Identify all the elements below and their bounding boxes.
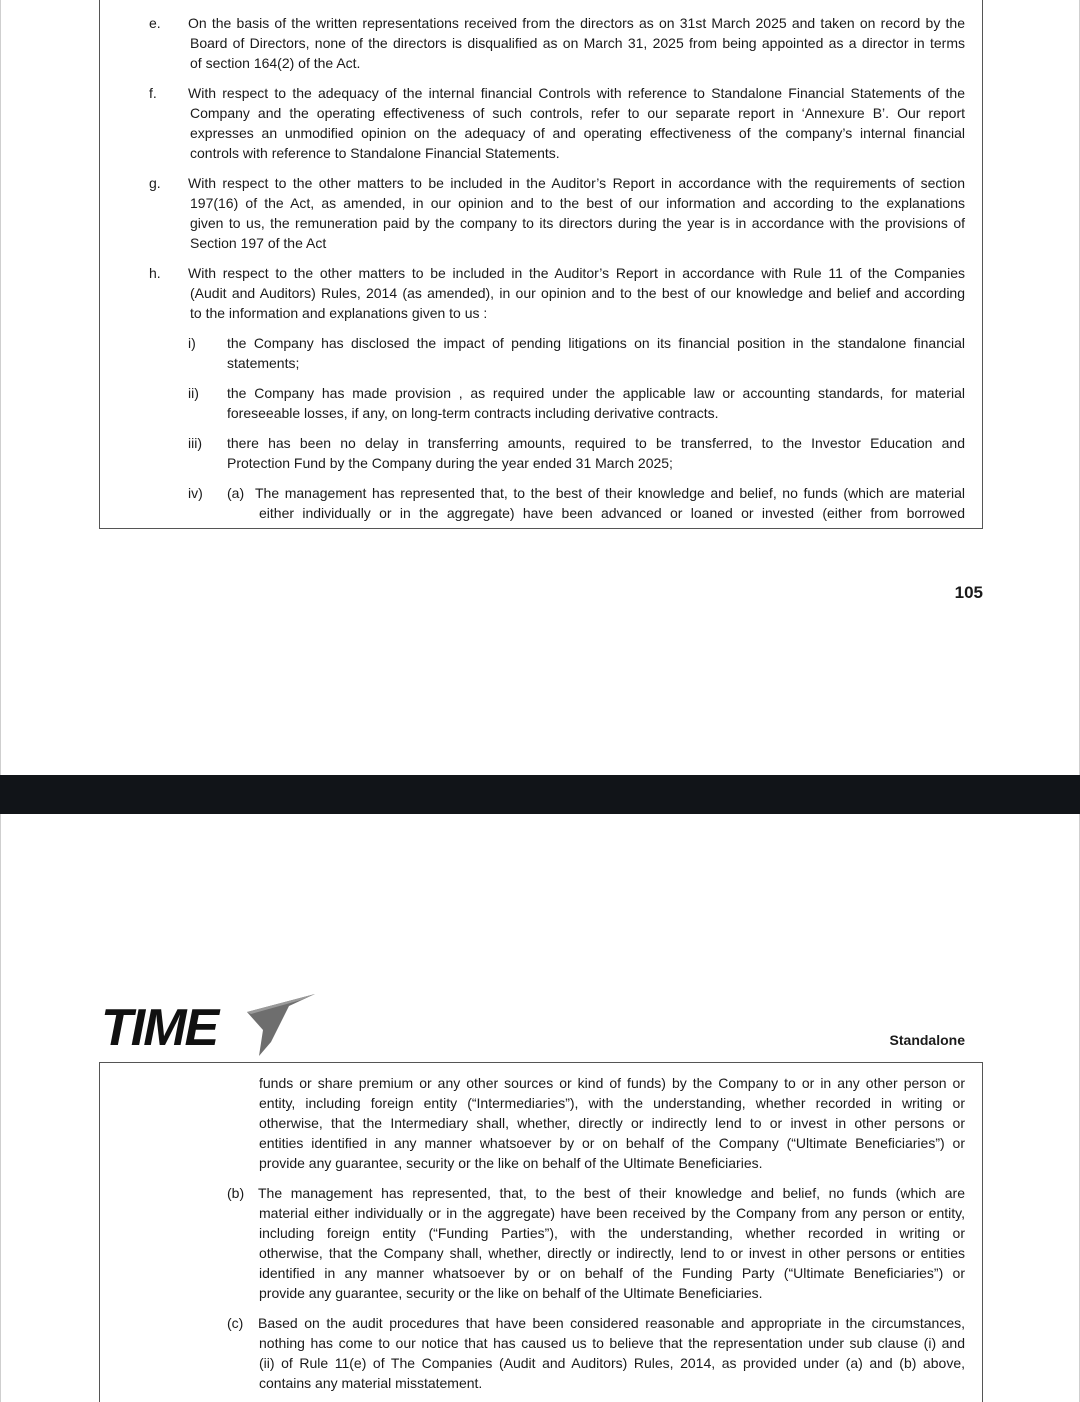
item-f-line-2: Company and the operating effectiveness of such controls, refer to our separate report in ‘Annexure B’. Our report [190,105,965,121]
sub-iv-a-line-2: either individually or in the aggregate) have been advanced or loaned or invested (either from borrowed [259,505,965,521]
sub-b-line-1: The management has represented, that, to the best of their knowledge and belief, no funds (which are [258,1185,965,1201]
sub-c-marker: (c) [227,1315,244,1331]
item-f-line-3: expresses an unmodified opinion on the adequacy of and operating effectiveness of the company’s internal financial [190,125,965,141]
sub-iv-a-cont-line-2: entity, including foreign entity (“Intermediaries”), with the understanding, whether recorded in writing or [259,1095,965,1111]
sub-c-line-1: Based on the audit procedures that have been considered reasonable and appropriate in the circumstances, [258,1315,965,1331]
item-f-line-4: controls with reference to Standalone Financial Statements. [190,145,560,161]
company-logo [101,990,321,1060]
sub-b-line-5: identified in any manner whatsoever by or on behalf of the Funding Party (“Ultimate Beneficiaries”) or [259,1265,965,1281]
sub-c-line-2: nothing has come to our notice that has caused us to believe that the representation under sub clause (i) and [259,1335,965,1351]
item-e-line-3: of section 164(2) of the Act. [190,55,361,71]
item-e-marker: e. [149,15,161,31]
item-e-line-2: Board of Directors, none of the directors is disqualified as on March 31, 2025 from being appointed as a director in terms [190,35,965,51]
sub-c-line-4: contains any material misstatement. [259,1375,483,1391]
sub-iv-a-cont-line-5: provide any guarantee, security or the like on behalf of the Ultimate Beneficiaries. [259,1155,763,1171]
section-label: Standalone [889,1032,965,1048]
sub-ii-marker: ii) [188,385,199,401]
sub-iv-a-cont-line-3: otherwise, that the Intermediary shall, whether, directly or indirectly lend to or invest in other persons or [259,1115,965,1131]
sub-iv-a-cont-line-1: funds or share premium or any other sources or kind of funds) by the Company to or in any other person or [259,1075,965,1091]
sub-iv-marker: iv) [188,485,203,501]
item-h-line-2: (Audit and Auditors) Rules, 2014 (as amended), in our opinion and to the best of our knowledge and belief and according [190,285,965,301]
item-g-line-4: Section 197 of the Act [190,235,327,251]
logo-swoosh-icon [101,990,321,1060]
item-h-line-3: to the information and explanations given to us : [190,305,488,321]
sub-c-line-3: (ii) of Rule 11(e) of The Companies (Audit and Auditors) Rules, 2014, as provided under (a) and (b) above, [259,1355,965,1371]
item-g-line-1: With respect to the other matters to be included in the Auditor’s Report in accordance with the requirements of section [188,175,965,191]
item-f-marker: f. [149,85,157,101]
sub-iii-marker: iii) [188,435,202,451]
bottom-page [0,814,1080,1402]
sub-iv-a-cont-line-4: entities identified in any manner whatsoever by or on behalf of the Company (“Ultimate Beneficiaries”) or [259,1135,965,1151]
sub-b-line-3: including foreign entity (“Funding Parties”), with the understanding, whether recorded in writing or [259,1225,965,1241]
item-e-line-1: On the basis of the written representations received from the directors as on 31st March 2025 and taken on record by the [188,15,965,31]
item-g-line-3: given to us, the remuneration paid by the company to its directors during the year is in accordance with the provisions of [190,215,965,231]
sub-ii-line-1: the Company has made provision , as required under the applicable law or accounting standards, for material [227,385,965,401]
item-f-line-1: With respect to the adequacy of the internal financial Controls with reference to Standalone Financial Statements of the [188,85,965,101]
item-h-marker: h. [149,265,161,281]
sub-iii-line-1: there has been no delay in transferring amounts, required to be transferred, to the Investor Education and [227,435,965,451]
item-h-line-1: With respect to the other matters to be included in the Auditor’s Report in accordance with Rule 11 of the Companies [188,265,965,281]
sub-i-marker: i) [188,335,196,351]
item-g-line-2: 197(16) of the Act, as amended, in our opinion and to the best of our information and according to the explanations [190,195,965,211]
sub-i-line-2: statements; [227,355,300,371]
logo-wordmark: TIME [101,999,218,1057]
sub-b-line-2: material either individually or in the aggregate) have been received by the Company from any person or entity, [259,1205,965,1221]
sub-ii-line-2: foreseeable losses, if any, on long-term contracts including derivative contracts. [227,405,719,421]
sub-iv-a-line-1: The management has represented that, to the best of their knowledge and belief, no funds (which are material [255,485,965,501]
sub-b-marker: (b) [227,1185,245,1201]
page-separator [0,775,1080,814]
item-g-marker: g. [149,175,161,191]
sub-iii-line-2: Protection Fund by the Company during the year ended 31 March 2025; [227,455,673,471]
sub-i-line-1: the Company has disclosed the impact of pending litigations on its financial position in the standalone financial [227,335,965,351]
sub-b-line-6: provide any guarantee, security or the like on behalf of the Ultimate Beneficiaries. [259,1285,763,1301]
sub-b-line-4: otherwise, that the Company shall, whether, directly or indirectly, lend to or invest in other persons or entities [259,1245,965,1261]
page-number: 105 [954,583,983,602]
sub-iv-a-marker: (a) [227,485,245,501]
